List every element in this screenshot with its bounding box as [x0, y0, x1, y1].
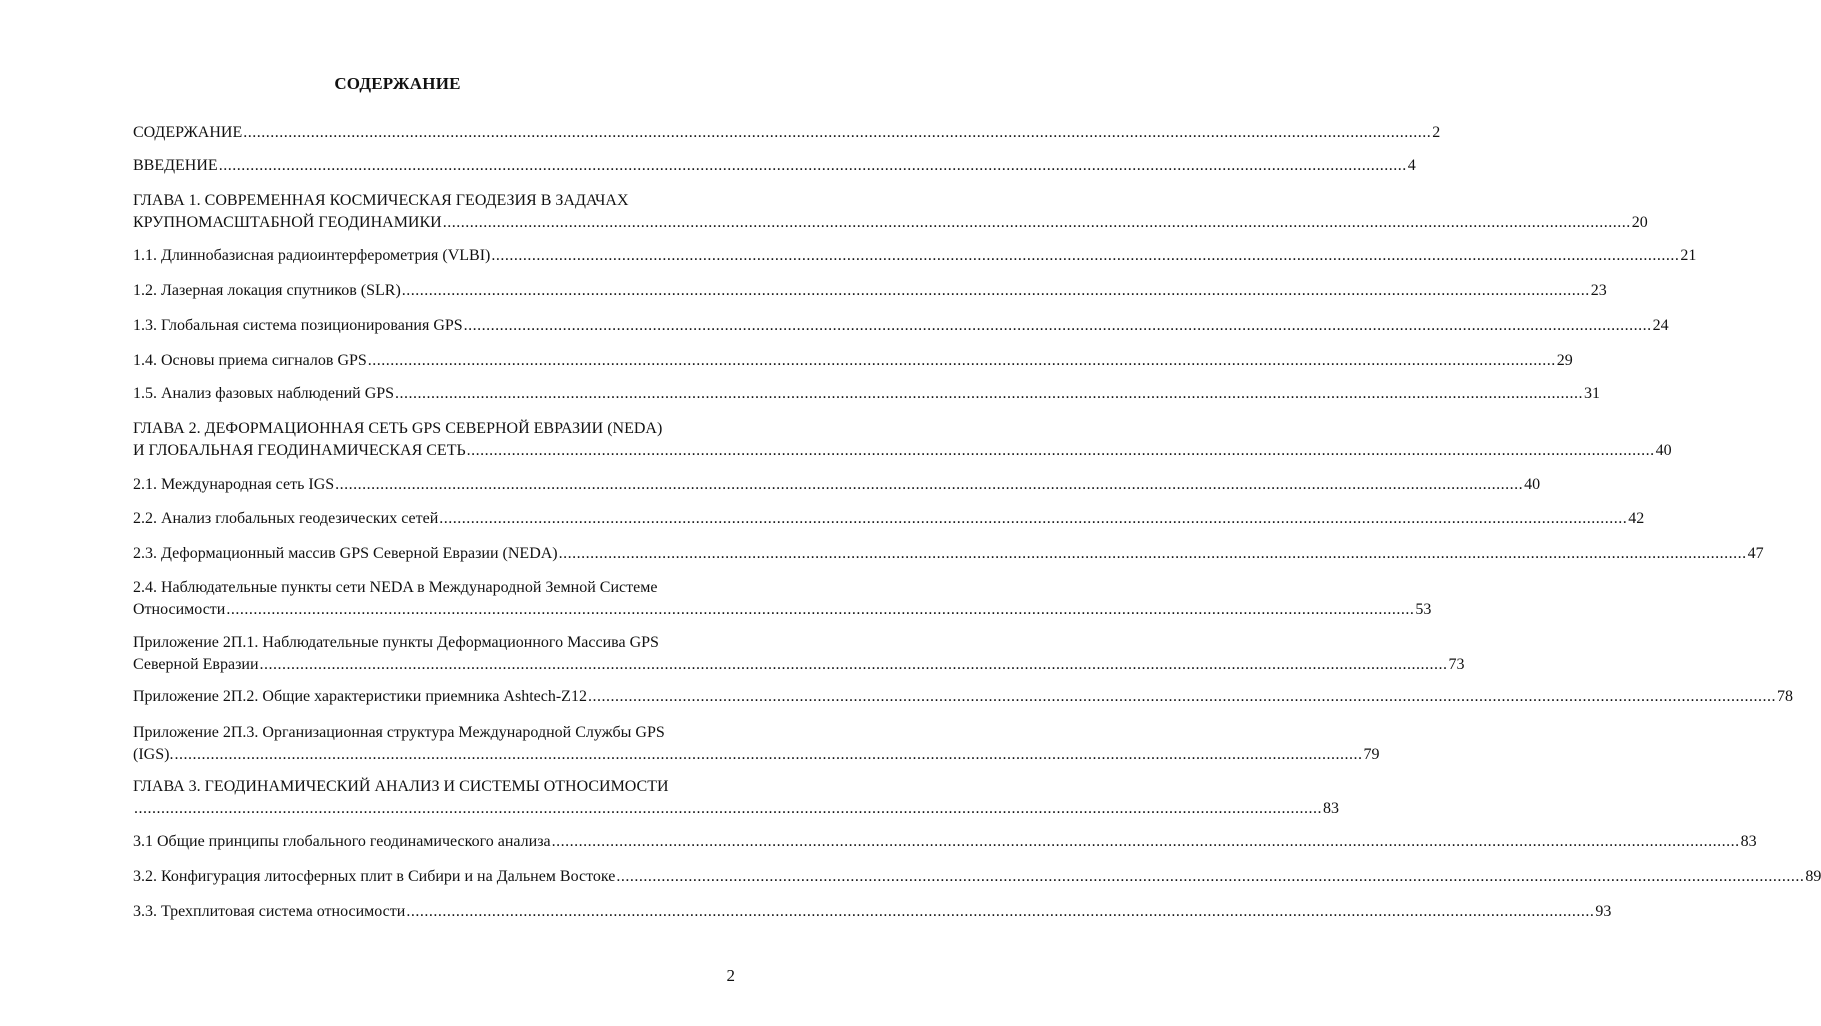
toc-entry[interactable]	[133, 245, 1697, 267]
toc-entry[interactable]	[133, 831, 1757, 853]
toc-entry-text: 3.3. Трехплитовая система относимости	[133, 903, 406, 920]
dot-leader	[406, 901, 1594, 923]
toc-entry-page: 29	[1556, 352, 1573, 369]
toc-entry[interactable]	[133, 686, 1793, 708]
toc-entry-page: 21	[1680, 247, 1697, 264]
toc-entry-page: 78	[1776, 688, 1793, 705]
toc-entry-text: И ГЛОБАЛЬНАЯ ГЕОДИНАМИЧЕСКАЯ СЕТЬ	[133, 442, 466, 459]
toc-entry-text: (IGS).	[133, 746, 174, 763]
dot-leader	[134, 798, 1322, 820]
toc-entry[interactable]	[133, 866, 1821, 888]
toc-entry-page: 23	[1590, 282, 1607, 299]
toc-entry-page: 73	[1448, 656, 1465, 673]
toc-entry-page: 20	[1631, 214, 1648, 231]
toc-entry[interactable]	[133, 474, 1541, 496]
dot-leader	[588, 686, 1776, 708]
toc-entry-text: Относимости	[133, 601, 226, 618]
toc-entry-page: 89	[1805, 868, 1821, 885]
dot-leader	[464, 315, 1652, 337]
toc-entry-page: 24	[1652, 317, 1669, 334]
toc-entry-page: 83	[1323, 800, 1339, 817]
page-number: 2	[726, 966, 735, 985]
toc-entry-page: 47	[1747, 545, 1764, 562]
toc-entry[interactable]	[133, 155, 1416, 177]
dot-leader	[260, 654, 1448, 676]
dot-leader	[443, 212, 1631, 234]
dot-leader	[368, 350, 1556, 372]
toc-entry-page: 93	[1595, 903, 1612, 920]
toc-entry-page: 79	[1363, 746, 1380, 763]
dot-leader	[491, 245, 1679, 267]
toc-entry[interactable]	[133, 315, 1669, 337]
toc-entry[interactable]	[133, 280, 1607, 302]
toc-entry-text: КРУПНОМАСШТАБНОЙ ГЕОДИНАМИКИ	[133, 214, 442, 231]
toc-entry-text: 2.3. Деформационный массив GPS Северной Евразии (NEDA)	[133, 545, 558, 562]
toc-entry[interactable]	[133, 508, 1645, 530]
toc-entry[interactable]	[133, 632, 1465, 676]
toc-entry-text: Приложение 2П.3. Организационная структура Международной Службы GPS	[133, 724, 665, 741]
toc-entry[interactable]	[133, 577, 1432, 621]
toc-entry-text: 2.1. Международная сеть IGS	[133, 476, 335, 493]
toc-entry-page: 40	[1655, 442, 1672, 459]
toc-entry-text: ГЛАВА 2. ДЕФОРМАЦИОННАЯ СЕТЬ GPS СЕВЕРНОЙ ЕВРАЗИИ (NEDA)	[133, 420, 663, 437]
dot-leader	[219, 155, 1407, 177]
dot-leader	[174, 744, 1362, 766]
dot-leader	[616, 866, 1804, 888]
toc-entry-text: 3.2. Конфигурация литосферных плит в Сибири и на Дальнем Востоке	[133, 868, 616, 885]
toc-entry-text: СОДЕРЖАНИЕ	[133, 124, 243, 141]
toc-entry-page: 4	[1407, 157, 1416, 174]
toc-entry[interactable]	[133, 543, 1764, 565]
toc-entry-page: 40	[1524, 476, 1541, 493]
dot-leader	[439, 508, 1627, 530]
toc-entry-text: ГЛАВА 1. СОВРЕМЕННАЯ КОСМИЧЕСКАЯ ГЕОДЕЗИЯ В ЗАДАЧАХ	[133, 192, 629, 209]
toc-entry-page: 2	[1432, 124, 1441, 141]
toc-entry-page: 31	[1584, 385, 1601, 402]
toc-entry-text: 1.2. Лазерная локация спутников (SLR)	[133, 282, 401, 299]
toc-entry-text: 1.5. Анализ фазовых наблюдений GPS	[133, 385, 395, 402]
dot-leader	[226, 599, 1414, 621]
dot-leader	[335, 474, 1523, 496]
toc-entry-page: 53	[1415, 601, 1432, 618]
toc-entry-page: 42	[1628, 510, 1645, 527]
toc-entry-text: 1.4. Основы приема сигналов GPS	[133, 352, 367, 369]
toc-entry[interactable]	[133, 722, 1380, 766]
dot-leader	[559, 543, 1747, 565]
dot-leader	[395, 383, 1583, 405]
toc-entry-text: ГЛАВА 3. ГЕОДИНАМИЧЕСКИЙ АНАЛИЗ И СИСТЕМЫ ОТНОСИМОСТИ	[133, 778, 669, 795]
toc-entry-text: Приложение 2П.2. Общие характеристики приемника Ashtech-Z12	[133, 688, 587, 705]
dot-leader	[552, 831, 1740, 853]
dot-leader	[243, 122, 1431, 144]
dot-leader	[402, 280, 1590, 302]
toc-entry-text: ВВЕДЕНИЕ	[133, 157, 218, 174]
toc-entry[interactable]	[133, 350, 1573, 372]
page-title: СОДЕРЖАНИЕ	[334, 74, 461, 93]
toc-entry[interactable]	[133, 190, 1648, 234]
toc-entry-page: 83	[1740, 833, 1757, 850]
toc-entry-text: 3.1 Общие принципы глобального геодинамического анализа	[133, 833, 551, 850]
toc-entry-text: 2.4. Наблюдательные пункты сети NEDA в Международной Земной Системе	[133, 579, 658, 596]
toc-entry[interactable]	[133, 901, 1612, 923]
dot-leader	[467, 440, 1655, 462]
toc-entry[interactable]	[133, 418, 1672, 462]
toc-entry-text: 1.3. Глобальная система позиционирования GPS	[133, 317, 463, 334]
toc-entry-text: 2.2. Анализ глобальных геодезических сетей	[133, 510, 439, 527]
toc-entry-text: Приложение 2П.1. Наблюдательные пункты Деформационного Массива GPS	[133, 634, 659, 651]
toc-entry[interactable]	[133, 383, 1601, 405]
toc-entry-text: 1.1. Длиннобазисная радиоинтерферометрия (VLBI)	[133, 247, 491, 264]
toc-entry[interactable]	[133, 776, 1339, 820]
toc-entry-text: Северной Евразии	[133, 656, 259, 673]
toc-entry[interactable]	[133, 122, 1441, 144]
